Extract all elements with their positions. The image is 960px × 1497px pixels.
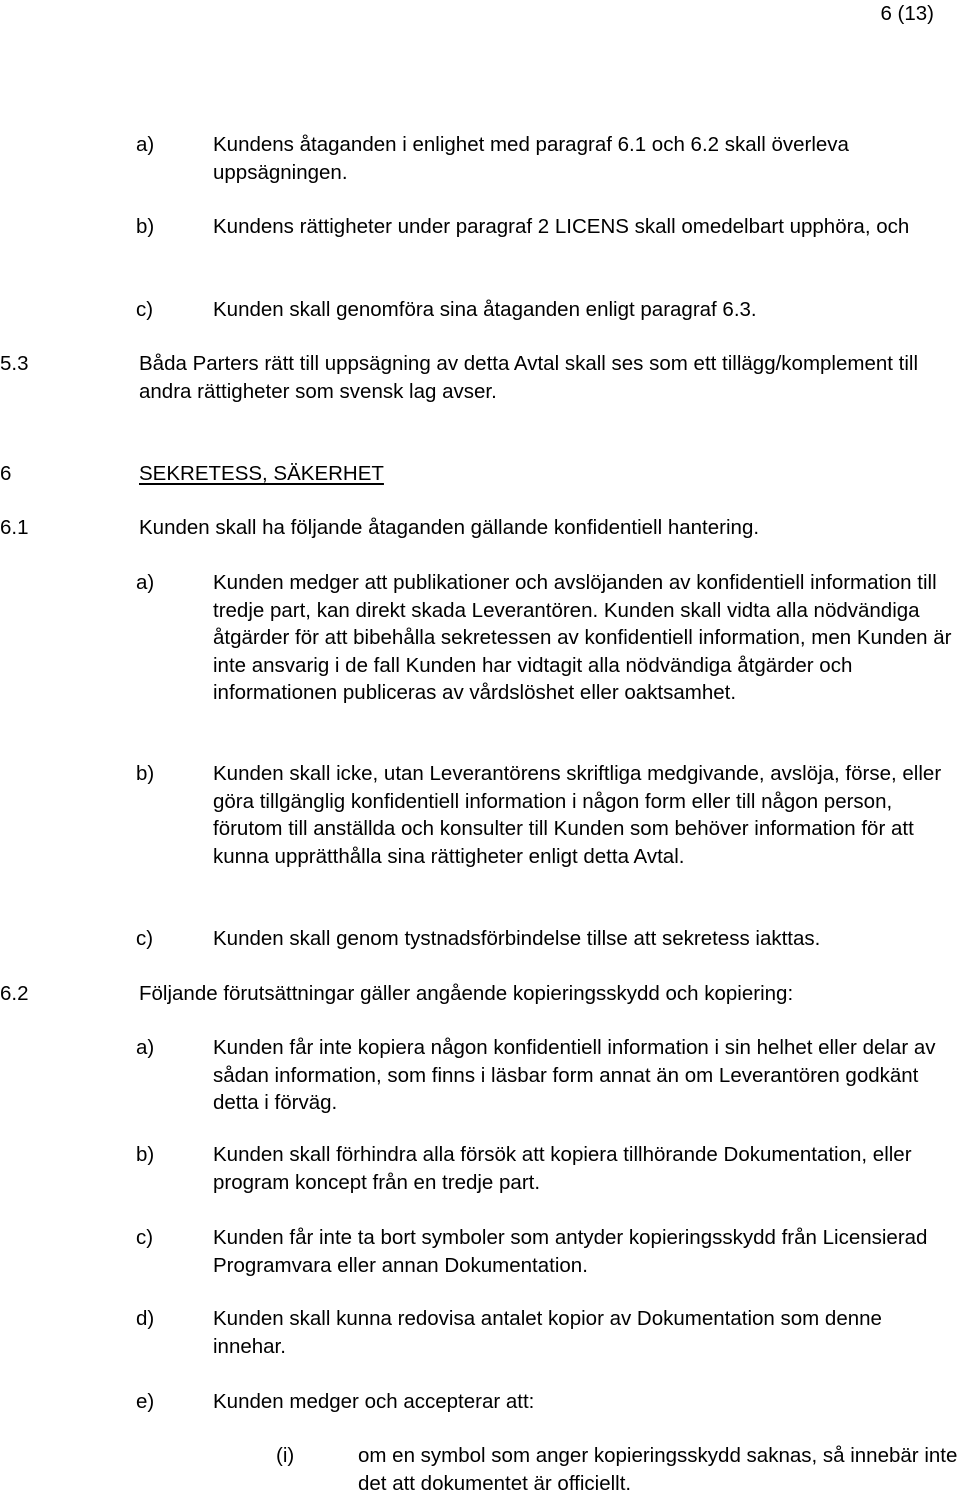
- item-text: Kunden skall förhindra alla försök att kopiera tillhörande Dokumentation, eller program koncept från en tredje part.: [213, 1143, 912, 1194]
- item-label: d): [136, 1307, 155, 1330]
- item-text: Kunden skall kunna redovisa antalet kopior av Dokumentation som denne innehar.: [213, 1307, 882, 1358]
- item-label: c): [136, 927, 154, 950]
- section-number: 6.1: [0, 516, 29, 539]
- item-text: Kunden skall icke, utan Leverantörens skriftliga medgivande, avslöja, förse, eller göra tillgänglig konfidentiell information i någon form eller till någon person, förutom till anställda och konsulter till Kunden som behöver information för att kunna upprätthålla sina rättigheter enligt detta Avtal.: [213, 762, 942, 868]
- item-label: a): [136, 133, 155, 156]
- item-label: (i): [276, 1444, 295, 1467]
- section-text: Båda Parters rätt till uppsägning av detta Avtal skall ses som ett tillägg/komplement till andra rättigheter som svensk lag avser.: [139, 352, 919, 403]
- section-number: 6.2: [0, 982, 29, 1005]
- item-label: a): [136, 571, 155, 594]
- item-label: e): [136, 1390, 155, 1413]
- item-label: b): [136, 762, 155, 785]
- item-text: Kunden medger att publikationer och avslöjanden av konfidentiell information till tredje part, kan direkt skada Leverantören. Kunden skall vidta alla nödvändiga åtgärder för att bibehålla sekretessen av konfidentiell information, men Kunden är inte ansvarig i de fall Kunden har vidtagit alla nödvändiga åtgärder och informationen publiceras av vårdslöshet eller oaktsamhet.: [213, 571, 952, 704]
- item-text: Kundens rättigheter under paragraf 2 LICENS skall omedelbart upphöra, och: [213, 215, 910, 238]
- section-text: Kunden skall ha följande åtaganden gällande konfidentiell hantering.: [139, 516, 760, 539]
- section-number: 6: [0, 462, 12, 485]
- item-label: b): [136, 215, 155, 238]
- item-text: Kunden får inte kopiera någon konfidentiell information i sin helhet eller delar av sådan information, som finns i läsbar form annat än om Leverantören godkänt detta i förväg.: [213, 1036, 936, 1114]
- item-text: Kunden medger och accepterar att:: [213, 1390, 535, 1413]
- section-text: Följande förutsättningar gäller angående kopieringsskydd och kopiering:: [139, 982, 794, 1005]
- item-label: c): [136, 1226, 154, 1249]
- item-text: Kundens åtaganden i enlighet med paragraf 6.1 och 6.2 skall överleva uppsägningen.: [213, 133, 849, 184]
- section-title: SEKRETESS, SÄKERHET: [139, 462, 384, 485]
- item-text: Kunden får inte ta bort symboler som antyder kopieringsskydd från Licensierad Programvara eller annan Dokumentation.: [213, 1226, 928, 1277]
- item-text: Kunden skall genom tystnadsförbindelse tillse att sekretess iakttas.: [213, 927, 821, 950]
- item-label: a): [136, 1036, 155, 1059]
- item-label: c): [136, 298, 154, 321]
- item-label: b): [136, 1143, 155, 1166]
- page-number: 6 (13): [880, 2, 934, 25]
- item-text: Kunden skall genomföra sina åtaganden enligt paragraf 6.3.: [213, 298, 757, 321]
- item-text: om en symbol som anger kopieringsskydd saknas, så innebär inte det att dokumentet är officiellt.: [358, 1444, 958, 1495]
- section-number: 5.3: [0, 352, 29, 375]
